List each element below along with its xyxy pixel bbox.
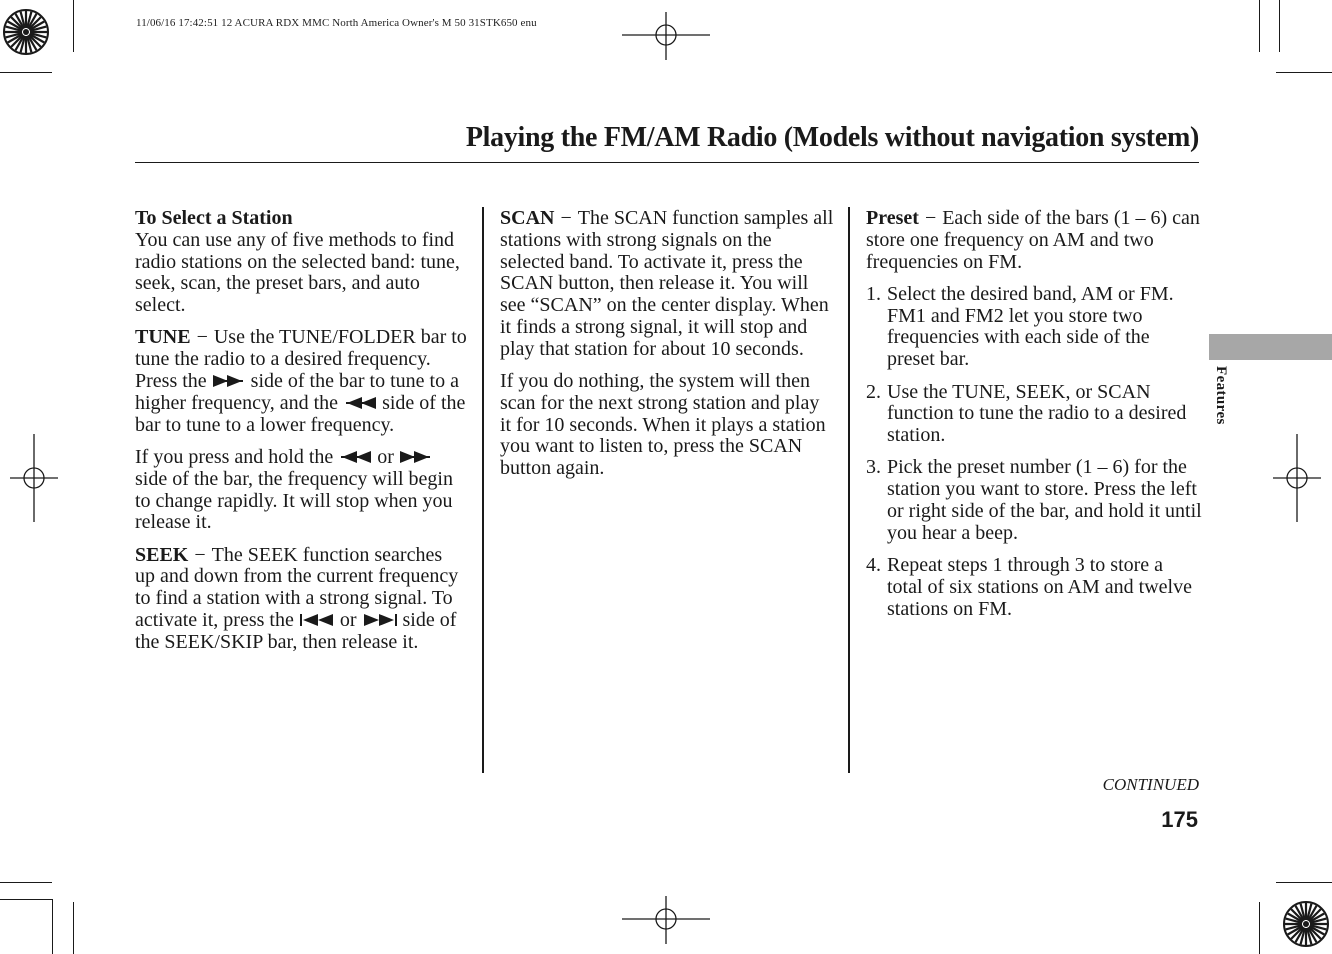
- seek-text-2: side of the SEEK/SKIP bar, then release it.: [135, 609, 457, 653]
- page-number: 175: [1161, 807, 1198, 832]
- registration-target-icon: [1280, 898, 1332, 950]
- crop-mark: [1279, 0, 1280, 52]
- crop-mark: [1276, 72, 1332, 73]
- seek-term: SEEK: [135, 543, 189, 566]
- crosshair-mark-icon: [1273, 434, 1321, 522]
- seek-or: or: [339, 609, 357, 632]
- step-number: 2.: [866, 380, 881, 403]
- step-number: 1.: [866, 282, 881, 305]
- no-action-paragraph: If you do nothing, the system will then scan for the next strong station and play it for 10 seconds. When it plays a station you want to listen to, press the SCAN button again.: [500, 370, 826, 480]
- dash: −: [924, 207, 937, 229]
- scan-text: The SCAN function samples all stations with strong signals on the selected band. To activate it, press the SCAN button, then release it. You will see “SCAN” on the center display. When it finds a strong signal, it will stop and play that station for about 10 seconds.: [500, 207, 834, 360]
- scan-paragraph: [500, 208, 834, 361]
- tune-text-1: Use the TUNE/FOLDER bar to tune the radio to a desired frequency. Press the: [135, 326, 467, 393]
- step-text: Use the TUNE, SEEK, or SCAN function to tune the radio to a desired station.: [887, 380, 1187, 447]
- section-heading: To Select a Station: [135, 207, 293, 229]
- rewind-icon: [343, 396, 377, 410]
- fast-forward-icon: [399, 450, 433, 464]
- list-item: [866, 457, 1202, 544]
- step-text: Select the desired band, AM or FM. FM1 and FM2 let you store two frequencies with each side of the preset bar.: [887, 282, 1174, 371]
- hold-or: or: [377, 445, 394, 468]
- page-title: Playing the FM/AM Radio (Models without navigation system): [465, 122, 1199, 153]
- skip-back-icon: [299, 613, 335, 627]
- continued-label: CONTINUED: [1102, 775, 1199, 794]
- rewind-icon: [338, 450, 372, 464]
- scan-term: SCAN: [500, 207, 555, 229]
- hold-paragraph: [135, 447, 467, 534]
- column-2: [500, 208, 834, 491]
- skip-forward-icon: [362, 613, 398, 627]
- crop-mark: [1276, 882, 1332, 883]
- section-tab-label: Features: [1213, 366, 1229, 425]
- crop-mark: [0, 899, 52, 900]
- seek-paragraph: [135, 545, 467, 654]
- hold-text-1: If you press and hold the: [135, 445, 334, 468]
- tune-text-2: side of the bar to tune to a higher frequency, and the: [135, 370, 459, 414]
- title-rule: [135, 162, 1199, 163]
- crop-mark: [1259, 0, 1260, 52]
- dash: −: [196, 326, 208, 349]
- column-divider: [482, 207, 484, 773]
- crosshair-mark-icon: [10, 434, 58, 522]
- step-text: Pick the preset number (1 – 6) for the station you want to store. Press the left or right side of the bar, and hold it until you hear a beep.: [887, 456, 1202, 544]
- preset-text: Each side of the bars (1 – 6) can store one frequency on AM and two frequencies on FM.: [866, 207, 1200, 273]
- step-number: 3.: [866, 456, 881, 479]
- print-header: 11/06/16 17:42:51 12 ACURA RDX MMC North America Owner's M 50 31STK650 enu: [136, 17, 537, 29]
- crop-mark: [73, 0, 74, 52]
- list-item: [866, 555, 1202, 620]
- dash: −: [194, 543, 206, 566]
- seek-text-1: The SEEK function searches up and down from the current frequency to find a station with a strong signal. To activate it, press the: [135, 543, 459, 632]
- crop-mark: [52, 899, 53, 954]
- preset-steps-list: [866, 284, 1202, 621]
- intro-paragraph: You can use any of five methods to find radio stations on the selected band: tune, seek, scan, the preset bars, and auto select.: [135, 228, 460, 317]
- list-item: [866, 382, 1202, 447]
- crop-mark: [1259, 902, 1260, 954]
- step-text: Repeat steps 1 through 3 to store a total of six stations on AM and twelve stations on FM.: [887, 554, 1192, 620]
- list-item: [866, 284, 1202, 371]
- crop-mark: [0, 882, 52, 883]
- tune-paragraph: [135, 327, 467, 436]
- fast-forward-icon: [212, 374, 246, 388]
- column-1: [135, 208, 467, 664]
- column-3: [866, 208, 1202, 631]
- crosshair-mark-icon: [622, 12, 710, 60]
- section-tab: [1209, 334, 1332, 360]
- tune-text-3: side of the bar to tune to a lower frequency.: [135, 391, 466, 436]
- step-number: 4.: [866, 554, 881, 577]
- crosshair-mark-icon: [622, 896, 710, 944]
- crop-mark: [73, 902, 74, 954]
- crop-mark: [0, 72, 52, 73]
- column-divider: [848, 207, 850, 773]
- preset-paragraph: [866, 208, 1202, 273]
- registration-target-icon: [0, 6, 52, 58]
- preset-term: Preset: [866, 207, 919, 229]
- tune-term: TUNE: [135, 326, 191, 349]
- dash: −: [560, 207, 572, 229]
- hold-text-2: side of the bar, the frequency will begin to change rapidly. It will stop when you release it.: [135, 467, 453, 534]
